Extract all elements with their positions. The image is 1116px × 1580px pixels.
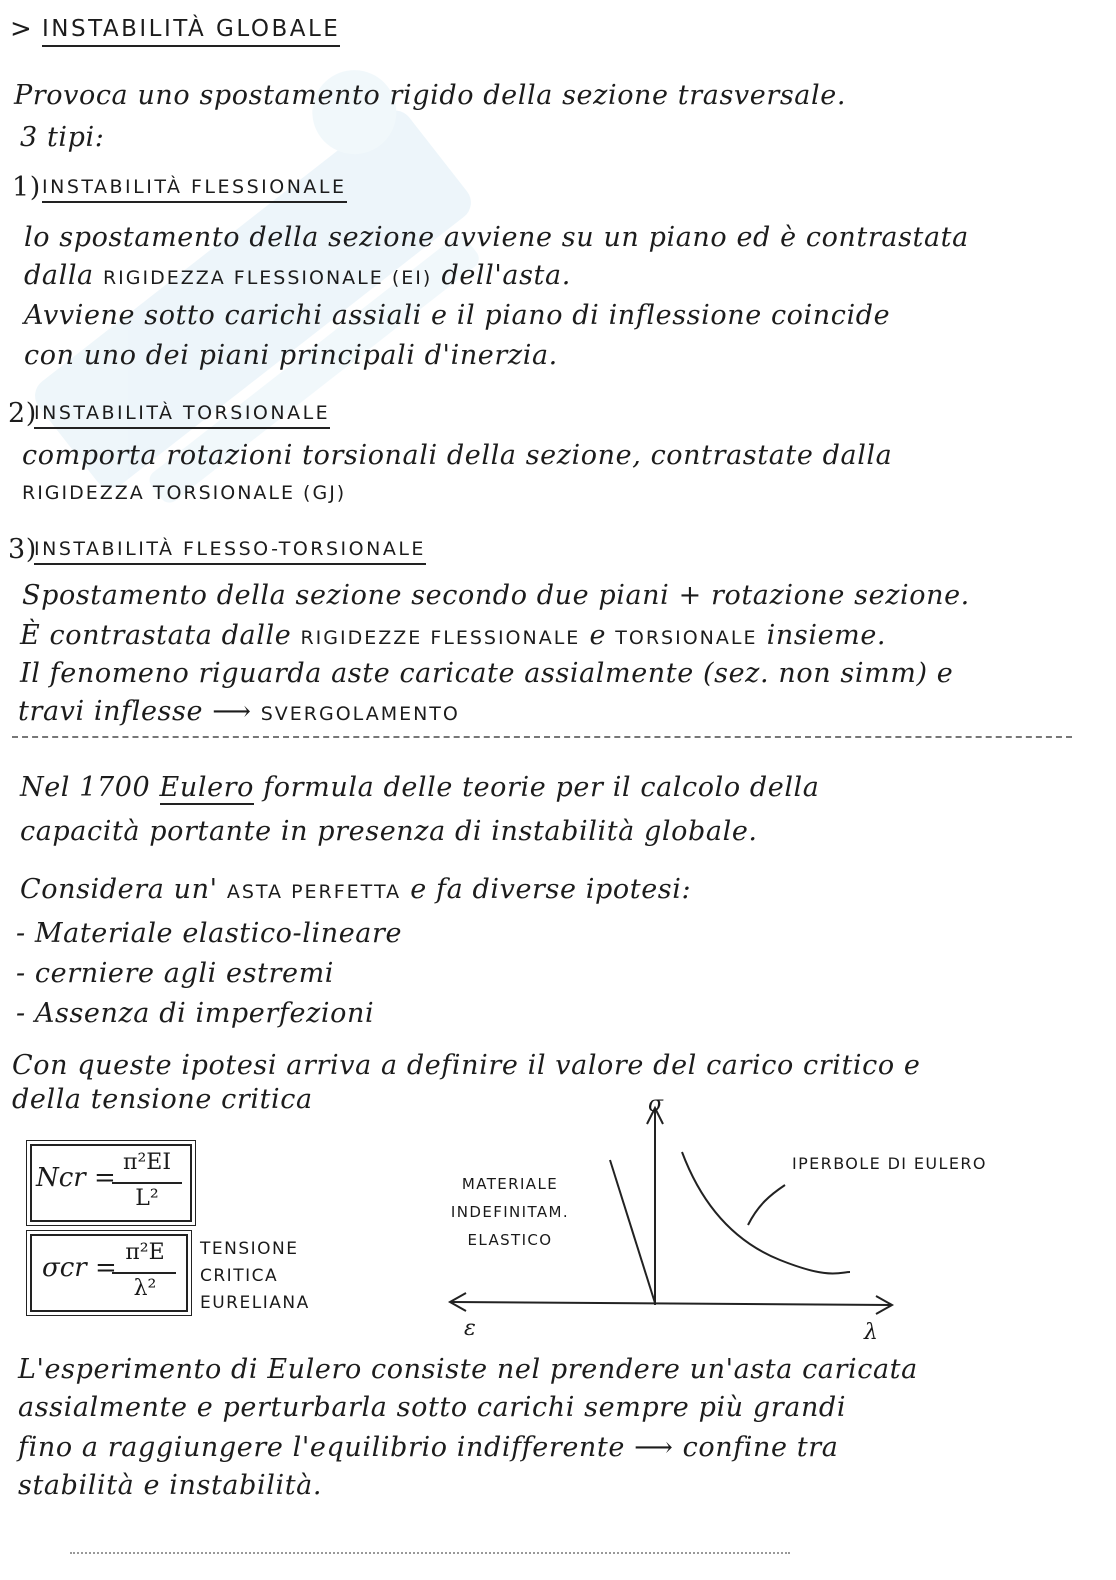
experiment-line-2: assialmente e perturbarla sotto carichi sempre più grandi xyxy=(18,1392,847,1423)
arrow-icon: ⟶ xyxy=(634,1432,674,1463)
formula-ncr-numerator: π²EI xyxy=(122,1150,172,1175)
heading-arrow: > xyxy=(10,14,32,44)
bottom-separator xyxy=(70,1552,790,1554)
type3-line-2-end: insieme. xyxy=(766,620,887,651)
type1-line-4: con uno dei piani principali d'inerzia. xyxy=(24,340,558,371)
euler-line-3-end: e fa diverse ipotesi: xyxy=(410,874,692,905)
elastic-material-label-3: ELASTICO xyxy=(467,1231,553,1249)
type1-line-2 xyxy=(24,260,571,291)
hypothesis-3: - Assenza di imperfezioni xyxy=(16,998,375,1029)
arrow-icon: ⟶ xyxy=(212,696,252,727)
tension-label-2: CRITICA xyxy=(200,1266,279,1286)
formula-ncr-bar xyxy=(112,1182,182,1184)
formula-scr-lhs: σcr = xyxy=(42,1253,117,1283)
formula-scr-numerator: π²E xyxy=(125,1240,165,1265)
experiment-line-1: L'esperimento di Eulero consiste nel prendere un'asta caricata xyxy=(18,1354,918,1385)
formula-scr-denominator: λ² xyxy=(133,1276,157,1301)
tension-label-1: TENSIONE xyxy=(200,1239,299,1259)
type3-line-2 xyxy=(20,620,886,651)
type1-number: 1) xyxy=(12,172,41,203)
tension-label xyxy=(200,1236,310,1317)
type1-line-3: Avviene sotto carichi assiali e il piano di inflessione coincide xyxy=(24,300,891,331)
section-separator xyxy=(12,736,1072,738)
euler-line-3 xyxy=(20,874,691,905)
formula-scr-bar xyxy=(112,1272,176,1274)
type1-line-1: lo spostamento della sezione avviene su un piano ed è contrastata xyxy=(24,222,969,253)
hyperbola-label: IPERBOLE DI EULERO xyxy=(792,1154,987,1173)
type3-caps-svergolamento: SVERGOLAMENTO xyxy=(260,703,460,725)
x-axis-right-label: λ xyxy=(864,1320,878,1345)
type1-line-2-start: dalla xyxy=(24,260,94,291)
curve-pointer xyxy=(748,1185,785,1225)
type2-line-2: RIGIDEZZA TORSIONALE (GJ) xyxy=(22,482,347,504)
type1-line-2-end: dell'asta. xyxy=(441,260,571,291)
type3-title: INSTABILITÀ FLESSO-TORSIONALE xyxy=(34,538,426,565)
type3-line-1: Spostamento della sezione secondo due piani + rotazione sezione. xyxy=(22,580,970,611)
intro-line-2: 3 tipi: xyxy=(20,122,105,153)
y-axis-label: σ xyxy=(648,1092,664,1117)
type3-line-3: Il fenomeno riguarda aste caricate assialmente (sez. non simm) e xyxy=(20,658,954,689)
hypothesis-1: - Materiale elastico-lineare xyxy=(16,918,403,949)
type3-line-2-start: È contrastata dalle xyxy=(20,620,292,651)
x-axis xyxy=(452,1302,890,1305)
euler-line-4: Con queste ipotesi arriva a definire il valore del carico critico e xyxy=(12,1050,921,1081)
type2-title: INSTABILITÀ TORSIONALE xyxy=(34,402,330,429)
type3-line-2-and: e xyxy=(589,620,607,651)
intro-line-1: Provoca uno spostamento rigido della sezione trasversale. xyxy=(14,80,847,111)
type3-torsional-caps: TORSIONALE xyxy=(615,627,758,649)
euler-name: Eulero xyxy=(159,772,255,803)
type3-line-4-start: travi inflesse xyxy=(18,696,204,727)
experiment-line-3 xyxy=(18,1432,838,1463)
euler-line-3-start: Considera un' xyxy=(20,874,218,905)
euler-line-5: della tensione critica xyxy=(12,1084,313,1115)
elastic-material-label xyxy=(420,1170,600,1254)
elastic-line xyxy=(610,1160,655,1303)
formula-ncr-denominator: L² xyxy=(135,1186,159,1211)
type2-number: 2) xyxy=(8,398,37,429)
type3-line-4 xyxy=(18,696,460,727)
euler-line-1 xyxy=(20,772,819,803)
type1-rigidity-caps: RIGIDEZZA FLESSIONALE (EI) xyxy=(102,267,433,289)
page-title: INSTABILITÀ GLOBALE xyxy=(42,16,340,47)
euler-line-1-start: Nel 1700 xyxy=(20,772,151,803)
x-axis-left-label: ε xyxy=(464,1316,476,1341)
type1-title: INSTABILITÀ FLESSIONALE xyxy=(42,176,347,203)
euler-perfect-rod-caps: ASTA PERFETTA xyxy=(226,881,402,903)
type3-number: 3) xyxy=(8,534,37,565)
type3-rigidity-caps: RIGIDEZZE FLESSIONALE xyxy=(300,627,581,649)
euler-line-2: capacità portante in presenza di instabilità globale. xyxy=(20,816,758,847)
experiment-line-3-end: confine tra xyxy=(682,1432,839,1463)
elastic-material-label-2: INDEFINITAM. xyxy=(450,1203,570,1221)
tension-label-3: EURELIANA xyxy=(200,1293,310,1313)
euler-line-1-end: formula delle teorie per il calcolo della xyxy=(263,772,820,803)
elastic-material-label-1: MATERIALE xyxy=(461,1175,559,1193)
hypothesis-2: - cerniere agli estremi xyxy=(16,958,335,989)
formula-ncr-lhs: Ncr = xyxy=(36,1163,116,1193)
experiment-line-3-start: fino a raggiungere l'equilibrio indifferente xyxy=(18,1432,625,1463)
type2-line-1: comporta rotazioni torsionali della sezione, contrastate dalla xyxy=(22,440,893,471)
experiment-line-4: stabilità e instabilità. xyxy=(18,1470,323,1501)
